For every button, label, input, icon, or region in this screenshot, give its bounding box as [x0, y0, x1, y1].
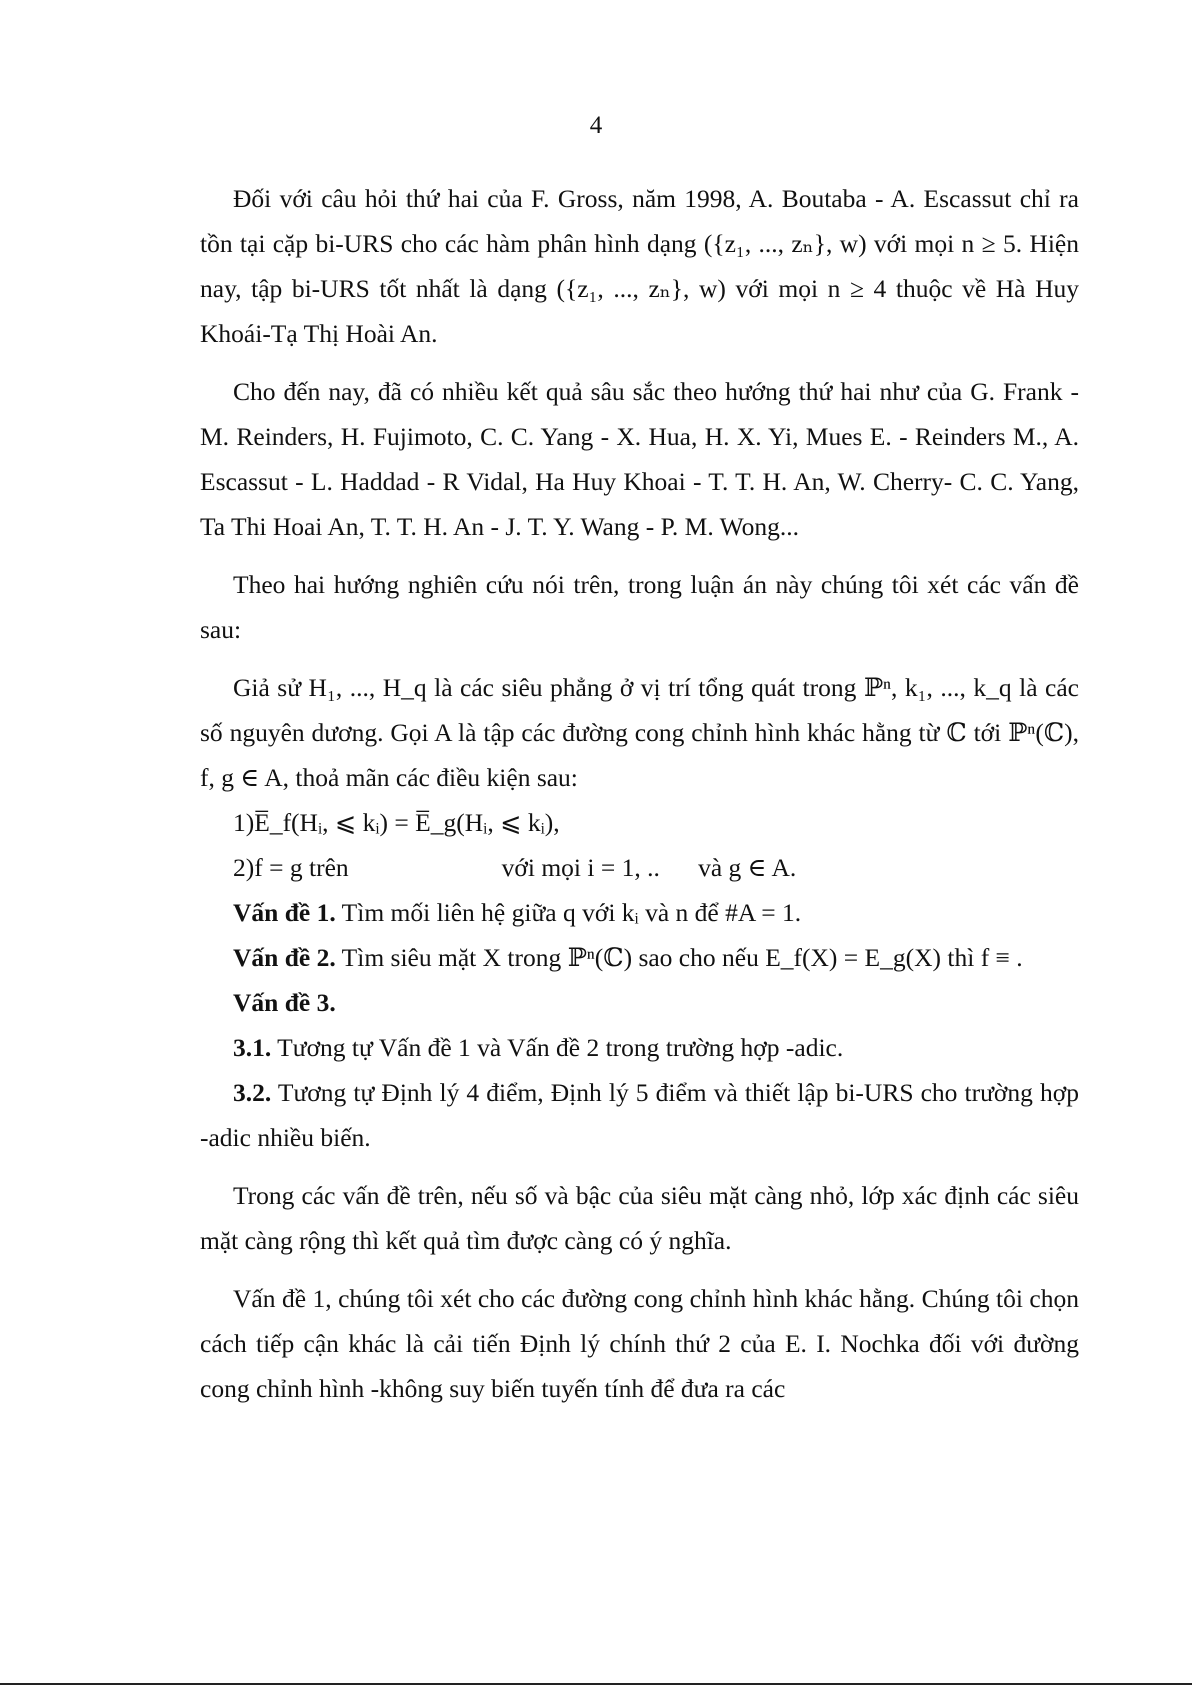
problem-1 — [200, 890, 1079, 935]
condition-2: 2)f = g trên với mọi i = 1, .. và g ∈ A. — [233, 853, 797, 882]
problem-2-text: Tìm siêu mặt X trong ℙⁿ(ℂ) sao cho nếu E_f(X) = E_g(X) thì f ≡ . — [341, 943, 1023, 972]
paragraph-hypotheses: Giả sử H₁, ..., H_q là các siêu phẳng ở vị trí tổng quát trong ℙⁿ, k₁, ..., k_q là các số nguyên dương. Gọi A là tập các đường cong chỉnh hình khác hằng từ ℂ tới ℙⁿ(ℂ), f, g ∈ A, thoả mãn các điều kiện sau: — [200, 673, 1079, 792]
problem-3 — [200, 980, 1079, 1025]
problem-3-1-text: Tương tự Vấn đề 1 và Vấn đề 2 trong trường hợp -adic. — [277, 1033, 844, 1062]
problem-1-label: Vấn đề 1. — [233, 898, 336, 927]
problem-2-label: Vấn đề 2. — [233, 943, 336, 972]
paragraph-gross-question: Đối với câu hỏi thứ hai của F. Gross, năm 1998, A. Boutaba - A. Escassut chỉ ra tồn tại cặp bi-URS cho các hàm phân hình dạng ({z₁, ..., zₙ}, w) với mọi n ≥ 5. Hiện nay, tập bi-URS tốt nhất là dạng ({z₁, ..., zₙ}, w) với mọi n ≥ 4 thuộc về Hà Huy Khoái-Tạ Thị Hoài An. — [200, 184, 1079, 348]
problem-3-label: Vấn đề 3. — [233, 988, 336, 1017]
problem-3-2-label: 3.2. — [233, 1078, 272, 1107]
problem-3-1-label: 3.1. — [233, 1033, 272, 1062]
problem-1-text: Tìm mối liên hệ giữa q với kᵢ và n để #A = 1. — [341, 898, 802, 927]
page-body — [200, 176, 1079, 1424]
page-number: 4 — [589, 112, 603, 139]
problem-3-1 — [200, 1025, 1079, 1070]
paragraph-approach: Vấn đề 1, chúng tôi xét cho các đường cong chỉnh hình khác hằng. Chúng tôi chọn cách tiếp cận khác là cải tiến Định lý chính thứ 2 của E. I. Nochka đối với đường cong chỉnh hình -không suy biến tuyến tính để đưa ra các — [200, 1284, 1079, 1403]
problem-3-2-text: Tương tự Định lý 4 điểm, Định lý 5 điểm và thiết lập bi-URS cho trường hợp -adic nhiều biến. — [200, 1078, 1080, 1152]
paragraph-results: Cho đến nay, đã có nhiều kết quả sâu sắc theo hướng thứ hai như của G. Frank - M. Reinders, H. Fujimoto, C. C. Yang - X. Hua, H. X. Yi, Mues E. - Reinders M., A. Escassut - L. Haddad - R Vidal, Ha Huy Khoai - T. T. H. An, W. Cherry- C. C. Yang, Ta Thi Hoai An, T. T. H. An - J. T. Y. Wang - P. M. Wong... — [200, 377, 1079, 541]
paragraph-significance: Trong các vấn đề trên, nếu số và bậc của siêu mặt càng nhỏ, lớp xác định các siêu mặt càng rộng thì kết quả tìm được càng có ý nghĩa. — [200, 1181, 1079, 1255]
paragraph-research-directions: Theo hai hướng nghiên cứu nói trên, trong luận án này chúng tôi xét các vấn đề sau: — [200, 570, 1079, 644]
problem-3-2 — [200, 1070, 1079, 1160]
problem-2 — [200, 935, 1079, 980]
condition-1: 1)E̅_f(Hᵢ, ⩽ kᵢ) = E̅_g(Hᵢ, ⩽ kᵢ), — [233, 808, 560, 837]
